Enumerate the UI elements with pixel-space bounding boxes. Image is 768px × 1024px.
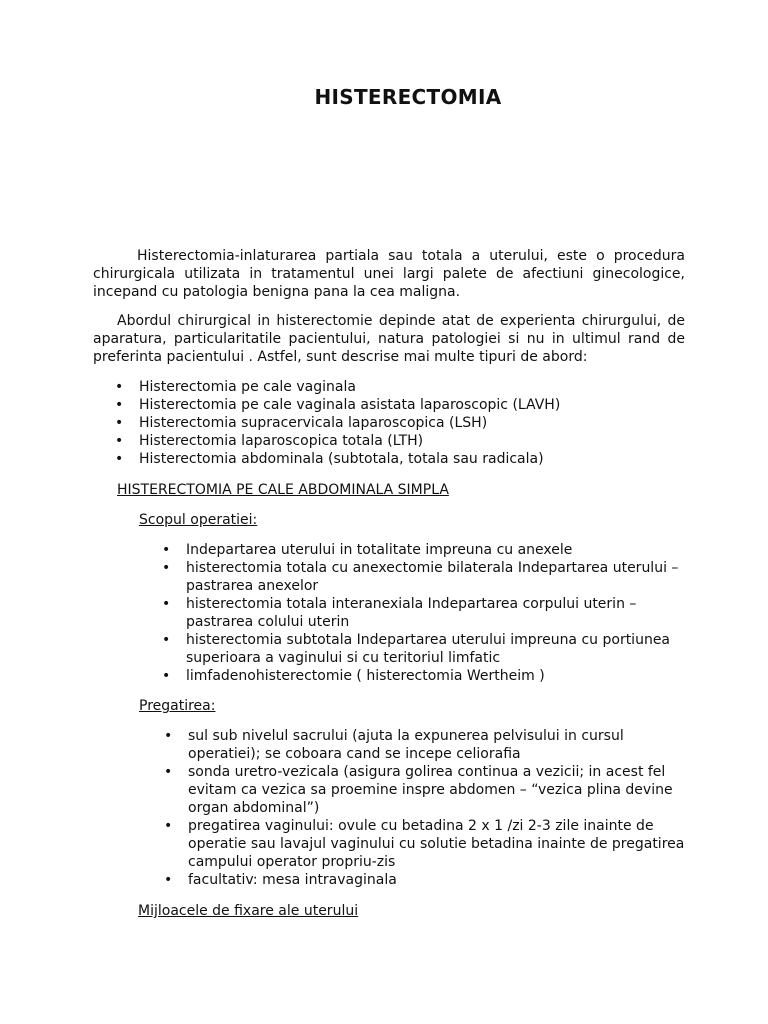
bullet-icon: • — [164, 728, 173, 744]
preparation-heading: Pregatirea: — [139, 698, 216, 714]
list-item — [162, 631, 686, 667]
approach-types-list — [115, 378, 699, 468]
bullet-icon: • — [115, 379, 124, 395]
bullet-icon: • — [115, 415, 124, 431]
list-item — [164, 763, 688, 817]
bullet-icon: • — [162, 542, 171, 558]
list-item-text: histerectomia subtotala Indepartarea uterului impreuna cu portiunea superioara a vaginului si cu teritoriul limfatic — [186, 632, 671, 666]
purpose-list — [162, 541, 686, 685]
list-item-text: Histerectomia supracervicala laparoscopica (LSH) — [139, 415, 488, 431]
list-item-text: Histerectomia abdominala (subtotala, totala sau radicala) — [139, 451, 544, 467]
list-item — [115, 378, 699, 396]
bullet-icon: • — [115, 451, 124, 467]
list-item-text: sonda uretro-vezicala (asigura golirea continua a vezicii; in acest fel evitam ca vezica sa proemine inspre abdomen – “vezica plina devine organ abdominal”) — [188, 764, 673, 816]
list-item-text: limfadenohisterectomie ( histerectomia Wertheim ) — [186, 668, 545, 684]
preparation-list — [164, 727, 688, 889]
bullet-icon: • — [162, 560, 171, 576]
intro-paragraph: Histerectomia-inlaturarea partiala sau totala a uterului, este o procedura chirurgicala utilizata in tratamentul unei largi palete de afectiuni ginecologice, incepand cu patologia benigna pana la cea maligna. — [93, 248, 685, 300]
list-item — [162, 667, 686, 685]
fixation-heading: Mijloacele de fixare ale uterului — [138, 903, 359, 919]
list-item — [164, 817, 688, 871]
bullet-icon: • — [115, 397, 124, 413]
list-item-text: histerectomia totala cu anexectomie bilaterala Indepartarea uterului – pastrarea anexelor — [186, 560, 679, 594]
document-title: HISTERECTOMIA — [314, 85, 502, 109]
section-heading: HISTERECTOMIA PE CALE ABDOMINALA SIMPLA — [117, 482, 449, 498]
bullet-icon: • — [162, 668, 171, 684]
list-item — [162, 559, 686, 595]
list-item-text: sul sub nivelul sacrului (ajuta la expunerea pelvisului in cursul operatiei); se coboara cand se incepe celiorafia — [188, 728, 624, 762]
purpose-heading: Scopul operatiei: — [139, 512, 258, 528]
list-item-text: Indepartarea uterului in totalitate impreuna cu anexele — [186, 542, 573, 558]
bullet-icon: • — [162, 596, 171, 612]
list-item — [162, 595, 686, 631]
bullet-icon: • — [162, 632, 171, 648]
list-item — [164, 727, 688, 763]
list-item-text: Histerectomia pe cale vaginala asistata laparoscopic (LAVH) — [139, 397, 561, 413]
list-item-text: Histerectomia laparoscopica totala (LTH) — [139, 433, 424, 449]
bullet-icon: • — [164, 872, 173, 888]
list-item-text: Histerectomia pe cale vaginala — [139, 379, 356, 395]
list-item — [115, 432, 699, 450]
bullet-icon: • — [115, 433, 124, 449]
list-item-text: pregatirea vaginului: ovule cu betadina 2 x 1 /zi 2-3 zile inainte de operatie sau lavajul vaginului cu solutie betadina inainte de pregatirea campului operator propriu-zis — [188, 818, 685, 870]
list-item — [162, 541, 686, 559]
list-item — [115, 414, 699, 432]
list-item — [115, 450, 699, 468]
bullet-icon: • — [164, 764, 173, 780]
list-item — [164, 871, 688, 889]
bullet-icon: • — [164, 818, 173, 834]
list-item-text: facultativ: mesa intravaginala — [188, 872, 397, 888]
list-item — [115, 396, 699, 414]
approach-paragraph: Abordul chirurgical in histerectomie depinde atat de experienta chirurgului, de aparatura, particularitatile pacientului, natura patologiei si nu in ultimul rand de preferinta pacientului . Astfel, sunt descrise mai multe tipuri de abord: — [93, 313, 685, 365]
list-item-text: histerectomia totala interanexiala Indepartarea corpului uterin – pastrarea colului uterin — [186, 596, 637, 630]
